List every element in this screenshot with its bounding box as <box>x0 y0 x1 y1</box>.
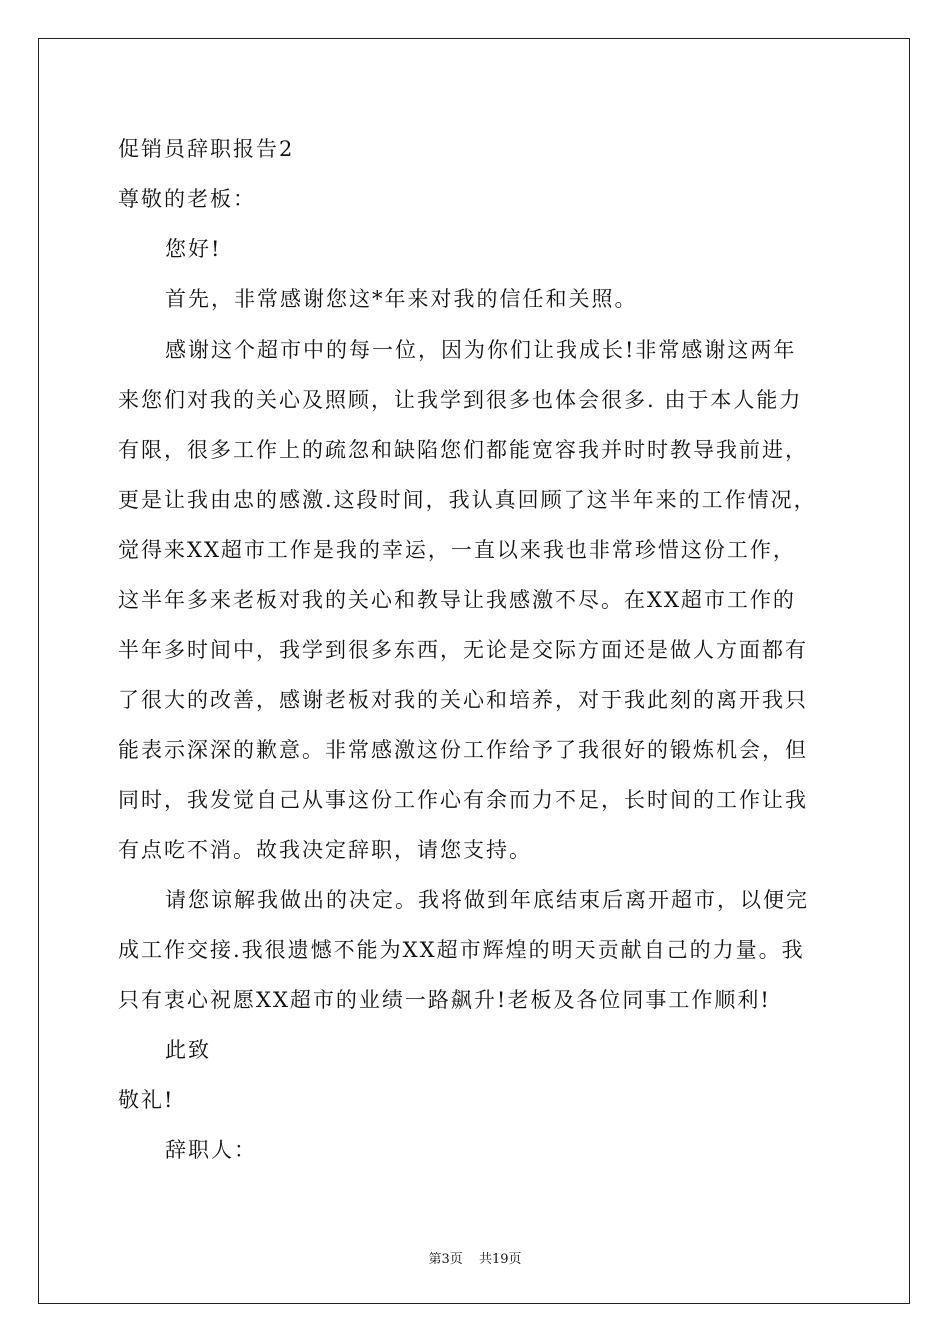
body-line: 感谢这个超市中的每一位，因为你们让我成长!非常感谢这两年 <box>165 338 797 362</box>
body-line: 这半年多来老板对我的关心和教导让我感激不尽。在XX超市工作的 <box>118 588 796 612</box>
body-line: 有限，很多工作上的疏忽和缺陷您们都能宽容我并时时教导我前进， <box>118 438 808 462</box>
body-line: 更是让我由忠的感激.这段时间，我认真回顾了这半年来的工作情况， <box>118 488 817 512</box>
closing-salute: 敬礼! <box>118 1088 175 1112</box>
body-line: 请您谅解我做出的决定。我将做到年底结束后离开超市，以便完 <box>165 888 809 912</box>
body-line: 只有衷心祝愿XX超市的业绩一路飙升!老板及各位同事工作顺利! <box>118 988 771 1012</box>
page-number: 第3页 <box>428 1252 463 1267</box>
body-line: 了很大的改善，感谢老板对我的关心和培养，对于我此刻的离开我只 <box>118 688 808 712</box>
body-line: 首先，非常感谢您这*年来对我的信任和关照。 <box>165 287 638 311</box>
body-line: 您好! <box>165 237 222 261</box>
body-line: 觉得来XX超市工作是我的幸运，一直以来我也非常珍惜这份工作， <box>118 538 796 562</box>
body-line: 有点吃不消。故我决定辞职，请您支持。 <box>118 838 532 862</box>
body-line: 来您们对我的关心及照顾，让我学到很多也体会很多. 由于本人能力 <box>118 388 803 412</box>
closing-line: 此致 <box>165 1038 211 1062</box>
page-footer <box>0 1248 950 1267</box>
document-title: 促销员辞职报告2 <box>118 137 295 161</box>
page-frame <box>38 38 910 1304</box>
body-line: 能表示深深的歉意。非常感激这份工作给予了我很好的锻炼机会，但 <box>118 738 808 762</box>
salutation: 尊敬的老板： <box>118 187 256 211</box>
body-line: 成工作交接.我很遗憾不能为XX超市辉煌的明天贡献自己的力量。我 <box>118 938 805 962</box>
body-line: 同时，我发觉自己从事这份工作心有余而力不足，长时间的工作让我 <box>118 788 808 812</box>
page-total: 共19页 <box>478 1252 522 1267</box>
signature-label: 辞职人： <box>165 1138 257 1162</box>
body-line: 半年多时间中，我学到很多东西，无论是交际方面还是做人方面都有 <box>118 638 808 662</box>
